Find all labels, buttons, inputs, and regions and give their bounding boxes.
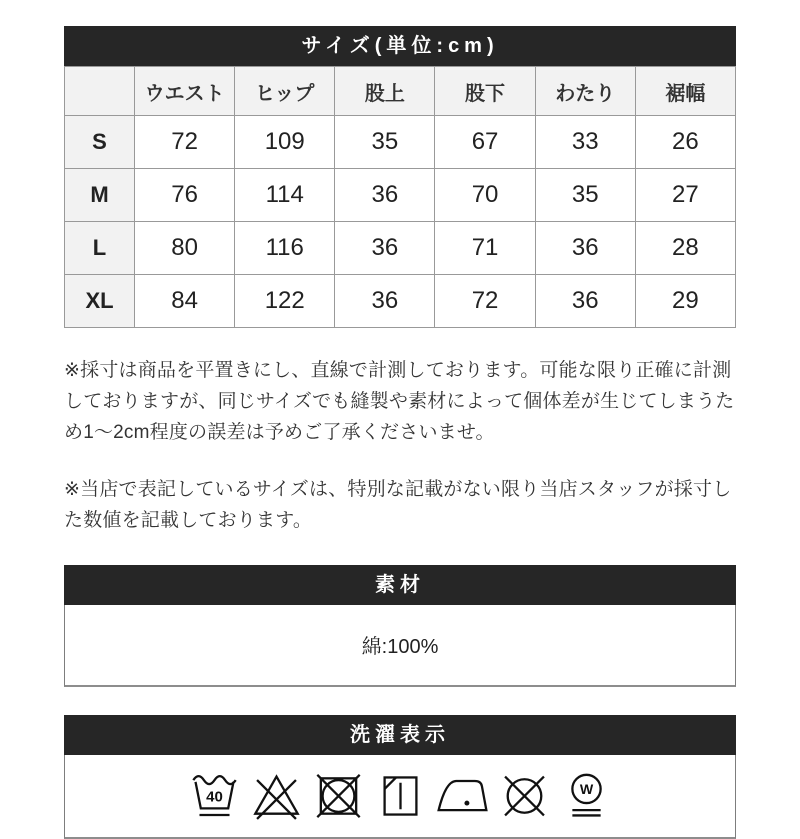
size-cell: 116 bbox=[235, 222, 335, 275]
wet-clean-very-mild-icon bbox=[560, 768, 613, 824]
product-info-page bbox=[64, 0, 736, 839]
size-cell: 72 bbox=[135, 116, 235, 169]
size-table-header-row bbox=[65, 67, 736, 116]
size-cell: 26 bbox=[635, 116, 735, 169]
table-row-xl bbox=[65, 275, 736, 328]
size-cell: 36 bbox=[335, 222, 435, 275]
size-row-label: XL bbox=[65, 275, 135, 328]
size-cell: 80 bbox=[135, 222, 235, 275]
size-cell: 70 bbox=[435, 169, 535, 222]
size-table-corner-cell bbox=[65, 67, 135, 116]
svg-text:W: W bbox=[579, 781, 593, 798]
size-cell: 29 bbox=[635, 275, 735, 328]
size-cell: 33 bbox=[535, 116, 635, 169]
size-cell: 28 bbox=[635, 222, 735, 275]
size-cell: 27 bbox=[635, 169, 735, 222]
size-cell: 122 bbox=[235, 275, 335, 328]
size-cell: 109 bbox=[235, 116, 335, 169]
care-icons-row bbox=[64, 755, 736, 839]
sizing-note: ※当店で表記しているサイズは、特別な記載がない限り当店スタッフが採寸した数値を記載しております。 bbox=[64, 479, 732, 532]
size-cell: 36 bbox=[335, 275, 435, 328]
size-table-col-header: 股下 bbox=[435, 67, 535, 116]
table-row-l bbox=[65, 222, 736, 275]
iron-low-heat-icon bbox=[436, 768, 489, 824]
size-table-col-header: ヒップ bbox=[235, 67, 335, 116]
size-row-label: S bbox=[65, 116, 135, 169]
size-cell: 114 bbox=[235, 169, 335, 222]
size-cell: 36 bbox=[535, 222, 635, 275]
size-cell: 72 bbox=[435, 275, 535, 328]
size-cell: 67 bbox=[435, 116, 535, 169]
table-row-m bbox=[65, 169, 736, 222]
size-table-col-header: わたり bbox=[535, 67, 635, 116]
care-section-header: 洗濯表示 bbox=[64, 715, 736, 755]
table-row-s bbox=[65, 116, 736, 169]
wash-40-mild-icon bbox=[188, 768, 241, 824]
size-cell: 35 bbox=[335, 116, 435, 169]
line-dry-in-shade-icon bbox=[374, 768, 427, 824]
size-row-label: M bbox=[65, 169, 135, 222]
size-cell: 76 bbox=[135, 169, 235, 222]
svg-text:40: 40 bbox=[205, 788, 223, 806]
size-row-label: L bbox=[65, 222, 135, 275]
no-bleach-icon bbox=[250, 768, 303, 824]
size-table-col-header: 股上 bbox=[335, 67, 435, 116]
size-cell: 36 bbox=[335, 169, 435, 222]
care-section bbox=[64, 715, 736, 839]
size-table-col-header: 裾幅 bbox=[635, 67, 735, 116]
material-section bbox=[64, 565, 736, 687]
size-table bbox=[64, 66, 736, 328]
size-table-col-header: ウエスト bbox=[135, 67, 235, 116]
size-cell: 35 bbox=[535, 169, 635, 222]
material-value: 綿:100% bbox=[64, 605, 736, 687]
size-cell: 71 bbox=[435, 222, 535, 275]
material-section-header: 素材 bbox=[64, 565, 736, 605]
size-cell: 36 bbox=[535, 275, 635, 328]
no-tumble-dry-icon bbox=[312, 768, 365, 824]
measurement-note: ※採寸は商品を平置きにし、直線で計測しております。可能な限り正確に計測しておりますが、同じサイズでも縫製や素材によって個体差が生じてしまうため1〜2cm程度の誤差は予めご了承くださいませ。 bbox=[64, 360, 735, 443]
size-cell: 84 bbox=[135, 275, 235, 328]
size-section-header: サイズ(単位:cm) bbox=[64, 26, 736, 66]
no-dry-clean-icon bbox=[498, 768, 551, 824]
